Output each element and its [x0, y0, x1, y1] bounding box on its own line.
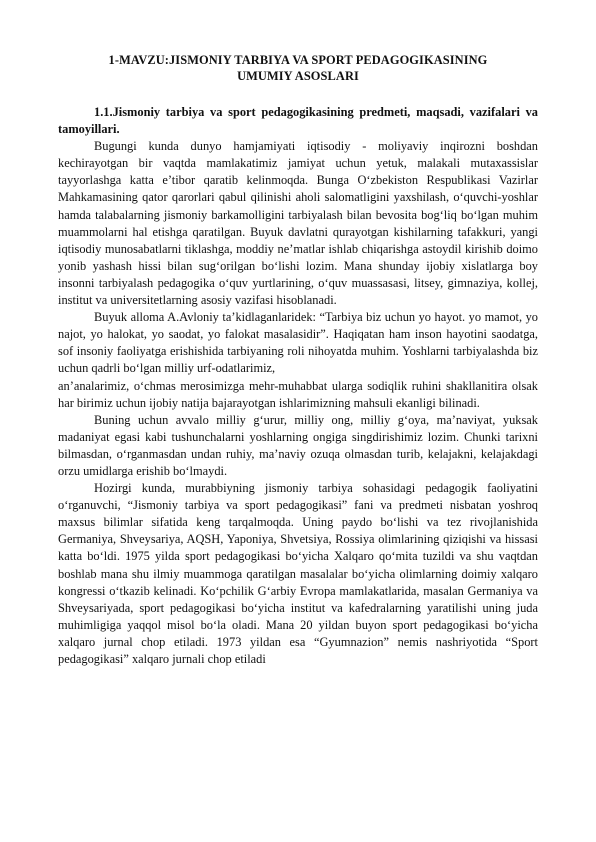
- paragraph-3: an’analarimiz, o‘chmas merosimizga mehr-muhabbat ularga sodiqlik ruhini shakllanitira olsak har birimiz uchun ijobiy natija bajarayotgan ishlarimizning mahsuli ekanligi bilinadi.: [58, 378, 538, 410]
- document-title: [58, 52, 538, 84]
- paragraph-4: Buning uchun avvalo milliy g‘urur, milliy ong, milliy g‘oya, ma’naviyat, yuksak madaniyat egasi kabi tushunchalarni yoshlarning ongiga singdirishimiz lozim. Chunki tarixni bilmasdan, o‘rganmasdan undan ruhiy, ma’naviy ozuqa olmasdan turib, kelajakni, kelajakdagi orzu umidlarga erishib bo‘lmaydi.: [58, 412, 538, 478]
- title-line-2: UMUMIY ASOSLARI: [237, 69, 359, 83]
- title-line-1: 1-MAVZU:JISMONIY TARBIYA VA SPORT PEDAGOGIKASINING: [108, 53, 488, 67]
- paragraph-2: Buyuk alloma A.Avloniy ta’kidlaganlaridek: “Tarbiya biz uchun yo hayot. yo mamot, yo najot, yo halokat, yo saodat, yo falokat masalasidir”. Haqiqatan ham inson hayotini saodatga, sof insoniy faoliyatga erishishida tarbiyaning roli nihoyatda muhim. Yoshlarni tarbiyalashda biz uchun qadrli bo‘lgan milliy urf-odatlarimiz,: [58, 310, 538, 376]
- section-heading: 1.1.Jismoniy tarbiya va sport pedagogikasining predmeti, maqsadi, vazifalari va tamoyillari.: [58, 105, 538, 137]
- paragraph-5: Hozirgi kunda, murabbiyning jismoniy tarbiya sohasidagi pedagogik faoliyatini o‘rganuvchi, “Jismoniy tarbiya va sport pedagogikasi” fani va predmeti nisbatan yoshroq maxsus bilimlar sifatida keng tarqalmoqda. Uning paydo bo‘lishi va tez rivojlanishida Germaniya, Shveysariya, AQSH, Yaponiya, Shvetsiya, Rossiya olimlarining qiziqishi va hissasi katta bo‘ldi. 1975 yilda sport pedagogikasi bo‘yicha Xalqaro qo‘mita tuzildi va shu vaqtdan boshlab mana shu ilmiy muammoga qaratilgan masalalar bo‘yicha olimlarning doimiy xalqaro kongressi o‘tkazib kelinadi. Ko‘pchilik G‘arbiy Evropa mamlakatlarida, masalan Germaniya va Shveysariyada, sport pedagogikasi bo‘yicha institut va kafedralarning yaratilishi uning juda muhimligiga yaqqol misol bo‘la oladi. Mana 20 yildan buyon sport pedagogikasi bo‘yicha xalqaro jurnal chop etiladi. 1973 yildan esa “Gyumnazion” nemis nashriyotida “Sport pedagogikasi” xalqaro jurnali chop etiladi: [58, 481, 538, 666]
- paragraph-1: Bugungi kunda dunyo hamjamiyati iqtisodiy - moliyaviy inqirozni boshdan kechirayotgan bir vaqtda mamlakatimiz jamiyat uchun yetuk, malakali mutaxassislar tayyorlashga katta e’tibor qaratib kelinmoqda. Bunga O‘zbekiston Respublikasi Vazirlar Mahkamasining qator qarorlari qabul qilinishi aholi salomatligini yaxshilash, o‘quvchi-yoshlar hamda talabalarning jismoniy barkamolligini tarbiyalash bilan bevosita bog‘liq bo‘lgan muhim muammolarni hal etishga qaratilgan. Buyuk davlatni qurayotgan kishilarning tafakkuri, yangi iqtisodiy munosabatlarni tiklashga, moddiy ne’matlar ishlab chiqarishga astoydil kirishib doimo yonib yashash hissi bilan sug‘orilgan bo‘lishi lozim. Mana shunday ijobiy xislatlarga boy insonni tarbiyalash pedagogika o‘quv yurtlarining, o‘quv muassasasi, litsey, gimnaziya, kollej, institut va universitetlarning asosiy vazifasi hisoblanadi.: [58, 139, 538, 308]
